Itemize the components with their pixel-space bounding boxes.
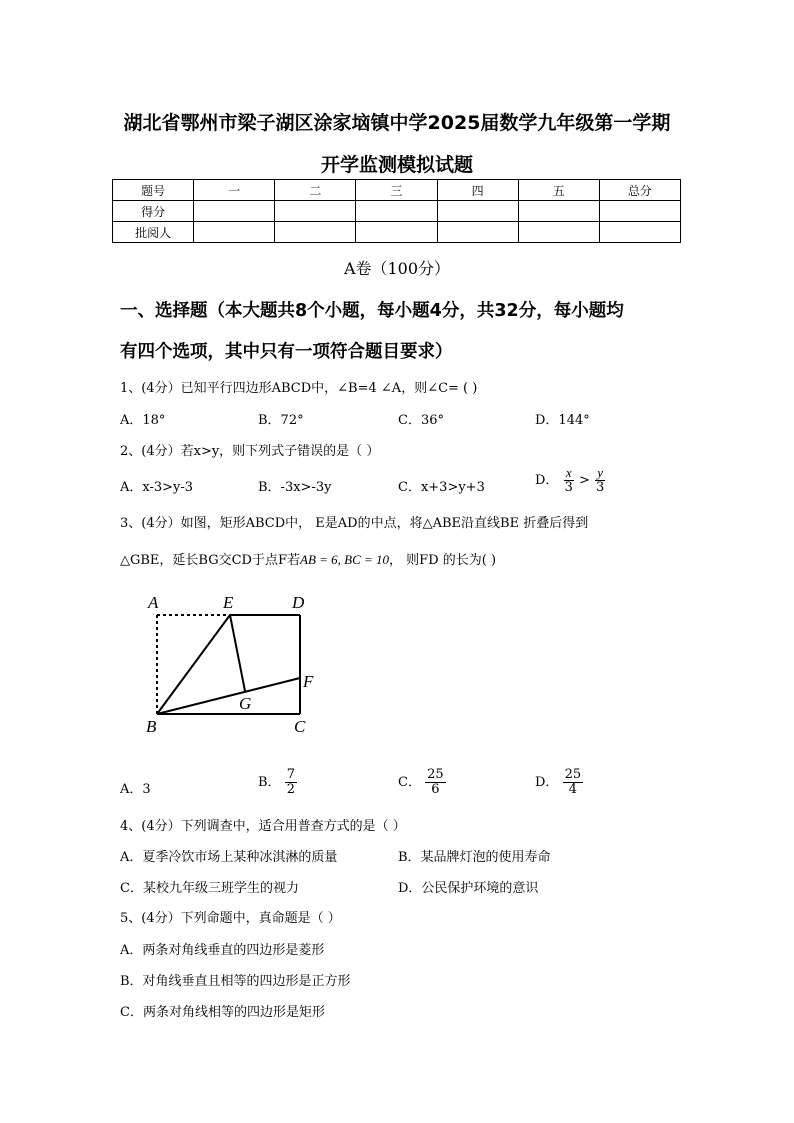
row-label: 得分 (113, 201, 194, 222)
reviewer-cell[interactable] (194, 222, 275, 243)
question-4-option-b[interactable]: B．某品牌灯泡的使用寿命 (398, 850, 551, 865)
label-b: B (146, 717, 157, 736)
fraction-numerator: 25 (564, 767, 582, 782)
reviewer-cell[interactable] (356, 222, 437, 243)
question-3-option-b[interactable] (258, 768, 297, 797)
fraction-denominator: 4 (568, 782, 577, 797)
fraction-numerator: 7 (286, 767, 295, 782)
score-table-header-row (113, 180, 681, 201)
header-cell: 一 (194, 180, 275, 201)
score-row (113, 201, 681, 222)
question-2-stem: 2、(4分）若x>y，则下列式子错误的是（ ） (120, 444, 380, 459)
title-line-2: 开学监测模拟试题 (320, 154, 473, 176)
question-3-stem-line-2 (120, 549, 496, 568)
question-3-option-a[interactable]: A．3 (120, 782, 151, 797)
stem-text: ， 则FD 的长为( ) (389, 553, 497, 568)
label-g: G (239, 694, 252, 713)
score-cell[interactable] (356, 201, 437, 222)
label-a: A (148, 593, 159, 612)
greater-than-sign: > (579, 473, 590, 488)
reviewer-cell[interactable] (275, 222, 356, 243)
fraction-x-over-3 (563, 466, 575, 495)
question-1-option-b[interactable]: B．72° (258, 413, 304, 428)
score-table (112, 179, 681, 243)
segment-eg (230, 615, 245, 691)
reviewer-cell[interactable] (437, 222, 518, 243)
question-4-stem: 4、(4分）下列调查中，适合用普查方式的是（ ） (120, 819, 406, 834)
question-1-option-c[interactable]: C．36° (398, 413, 444, 428)
question-5-option-c[interactable]: C．两条对角线相等的四边形是矩形 (120, 1005, 325, 1020)
question-5-option-b[interactable]: B．对角线垂直且相等的四边形是正方形 (120, 974, 351, 989)
label-e: E (223, 593, 234, 612)
question-4-option-c[interactable]: C．某校九年级三班学生的视力 (120, 881, 299, 896)
score-cell[interactable] (194, 201, 275, 222)
fraction-denominator: 3 (564, 480, 573, 495)
reviewer-row (113, 222, 681, 243)
row-label: 批阅人 (113, 222, 194, 243)
question-3-option-d[interactable] (535, 768, 583, 797)
fraction-25-over-4 (563, 768, 584, 797)
option-label: D． (535, 775, 559, 790)
fraction-numerator: y (597, 465, 604, 480)
question-5-option-a[interactable]: A．两条对角线垂直的四边形是菱形 (120, 943, 325, 958)
score-cell[interactable] (437, 201, 518, 222)
option-label: C． (398, 775, 421, 790)
question-2-option-b[interactable]: B．-3x>-3y (258, 480, 332, 495)
header-cell: 五 (518, 180, 599, 201)
fraction-25-over-6 (425, 768, 446, 797)
rectangle-fold-figure (140, 590, 330, 740)
score-cell[interactable] (599, 201, 680, 222)
question-1-option-d[interactable]: D．144° (535, 413, 590, 428)
fraction-7-over-2 (285, 768, 297, 797)
stem-text: △GBE，延长BG交CD于点F若 (120, 553, 300, 568)
label-c: C (294, 717, 306, 736)
header-cell: 四 (437, 180, 518, 201)
question-3-stem-line-1: 3、(4分）如图，矩形ABCD中， E是AD的中点，将△ABE沿直线BE 折叠后得到 (120, 516, 589, 531)
question-5-stem: 5、(4分）下列命题中，真命题是（ ） (120, 911, 341, 926)
label-d: D (292, 593, 305, 612)
section-a-title: A卷（100分） (343, 259, 451, 278)
fraction-denominator: 2 (286, 782, 295, 797)
question-3-option-c[interactable] (398, 768, 446, 797)
section-1-heading-line-2: 有四个选项，其中只有一项符合题目要求） (120, 342, 453, 362)
question-2-option-c[interactable]: C．x+3>y+3 (398, 480, 485, 495)
header-cell: 三 (356, 180, 437, 201)
section-1-heading-line-1: 一、选择题（本大题共8个小题，每小题4分，共32分，每小题均 (120, 301, 624, 321)
question-1-stem: 1、(4分）已知平行四边形ABCD中，∠B=4 ∠A，则∠C= ( ) (120, 381, 478, 396)
question-4-option-d[interactable]: D．公民保护环境的意识 (398, 881, 539, 896)
header-cell: 总分 (599, 180, 680, 201)
fraction-denominator: 3 (596, 480, 605, 495)
reviewer-cell[interactable] (599, 222, 680, 243)
score-cell[interactable] (518, 201, 599, 222)
question-4-option-a[interactable]: A．夏季冷饮市场上某种冰淇淋的质量 (120, 850, 338, 865)
option-label: B． (258, 775, 281, 790)
fraction-numerator: 25 (427, 767, 444, 782)
header-cell: 题号 (113, 180, 194, 201)
fraction-numerator: x (565, 465, 572, 480)
question-2-option-a[interactable]: A．x-3>y-3 (120, 480, 194, 495)
fraction-y-over-3 (594, 466, 606, 495)
score-cell[interactable] (275, 201, 356, 222)
question-2-option-d[interactable] (535, 466, 606, 495)
option-d-label: D． (535, 473, 559, 488)
stem-math: AB = 6, BC = 10 (300, 552, 390, 567)
label-f: F (303, 672, 314, 691)
reviewer-cell[interactable] (518, 222, 599, 243)
title-line-1: 湖北省鄂州市梁子湖区涂家垴镇中学2025届数学九年级第一学期 (123, 112, 671, 134)
fraction-denominator: 6 (431, 782, 440, 797)
header-cell: 二 (275, 180, 356, 201)
question-1-option-a[interactable]: A．18° (120, 413, 166, 428)
